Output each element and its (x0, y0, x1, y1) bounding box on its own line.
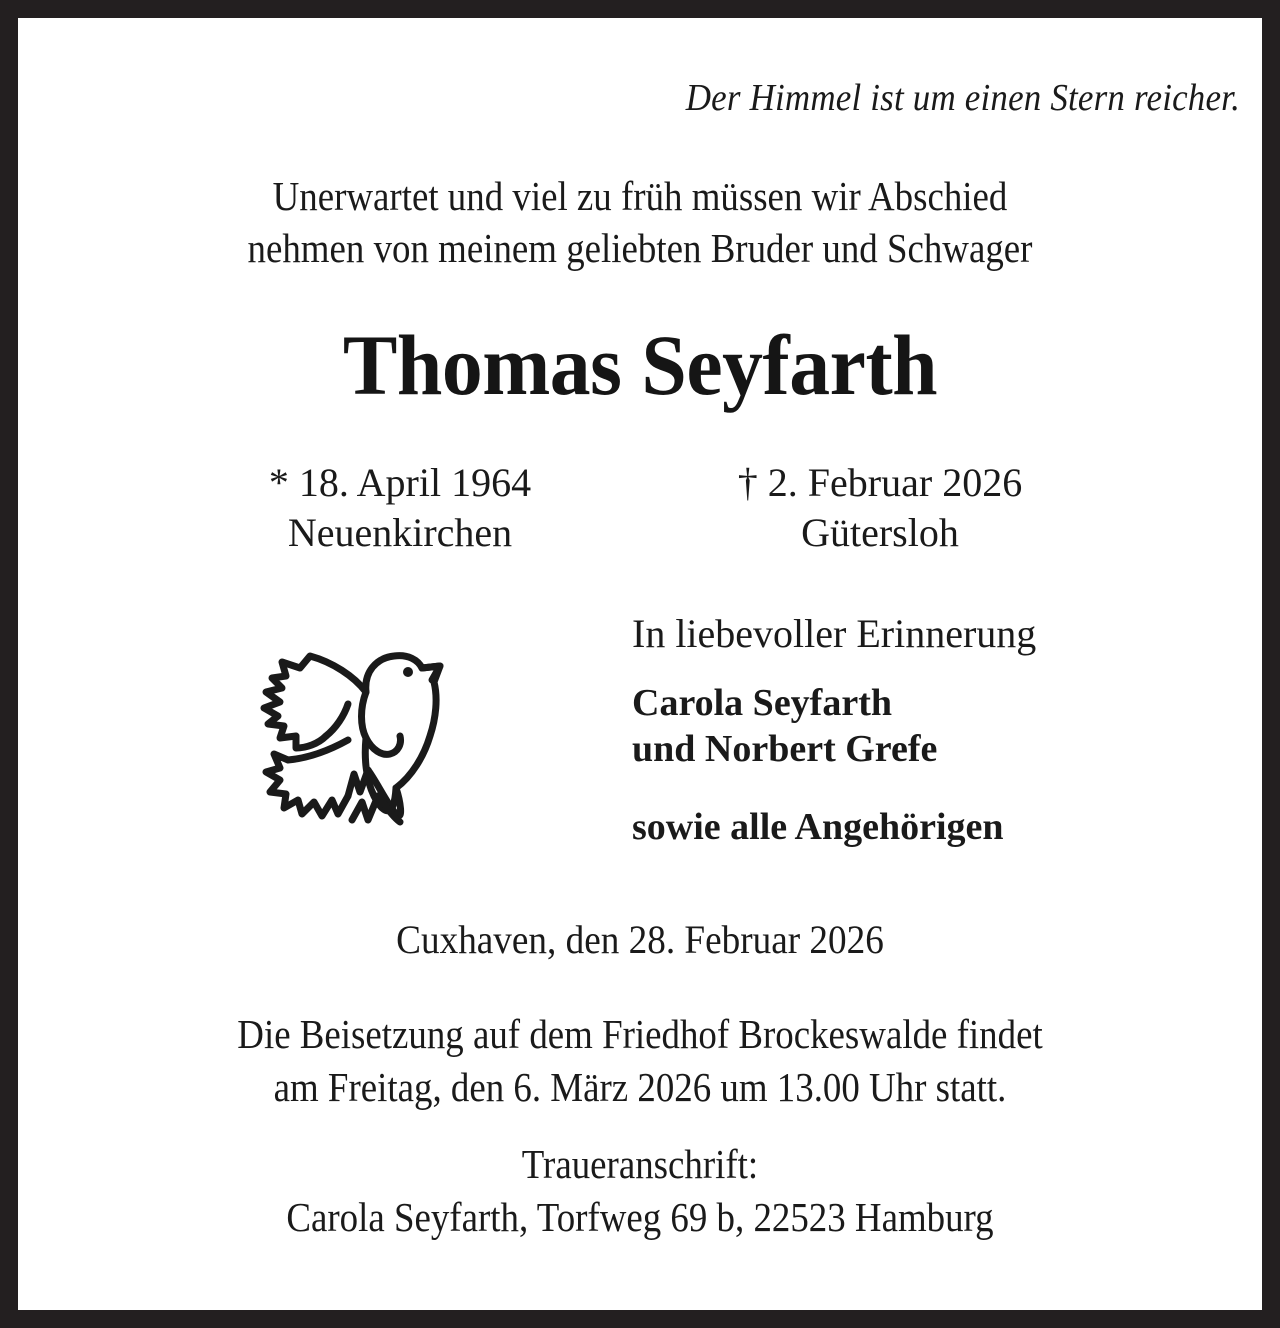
birth-date: * 18. April 1964 (268, 460, 532, 505)
place-and-date: Cuxhaven, den 28. Februar 2026 (396, 917, 884, 962)
death-date: † 2. Februar 2026 (737, 460, 1023, 505)
life-dates (18, 458, 1262, 558)
address-value: Carola Seyfarth, Torfweg 69 b, 22523 Hamburg (286, 1194, 994, 1241)
address-label: Traueranschrift: (521, 1141, 759, 1187)
memorial-name-2: und Norbert Grefe (632, 728, 938, 771)
deceased-name: Thomas Seyfarth (342, 317, 938, 413)
intro-line-2: nehmen von meinem geliebten Bruder und Schwager (247, 225, 1033, 272)
intro-paragraph (58, 170, 1222, 275)
death-info (640, 458, 1120, 558)
death-place: Gütersloh (801, 510, 959, 555)
notice-content-area (18, 18, 1262, 1310)
memorial-block (632, 610, 1192, 850)
birth-info (160, 458, 640, 558)
memorial-others: sowie alle Angehörigen (632, 805, 1004, 848)
intro-line-1: Unerwartet und viel zu früh müssen wir Abschied (272, 173, 1008, 219)
middle-section (18, 610, 1262, 900)
funeral-details (48, 1008, 1232, 1115)
memorial-names (632, 680, 1192, 773)
birth-place: Neuenkirchen (287, 510, 513, 555)
epitaph-quote: Der Himmel ist um einen Stern reicher. (685, 77, 1240, 119)
condolence-address (48, 1138, 1232, 1245)
memorial-heading: In liebevoller Erinnerung (632, 611, 1037, 656)
memorial-name-1: Carola Seyfarth (632, 682, 892, 724)
funeral-line-2: am Freitag, den 6. März 2026 um 13.00 Uhr statt. (273, 1064, 1007, 1111)
dove-icon (214, 624, 484, 874)
funeral-line-1: Die Beisetzung auf dem Friedhof Brockeswalde findet (237, 1011, 1043, 1057)
